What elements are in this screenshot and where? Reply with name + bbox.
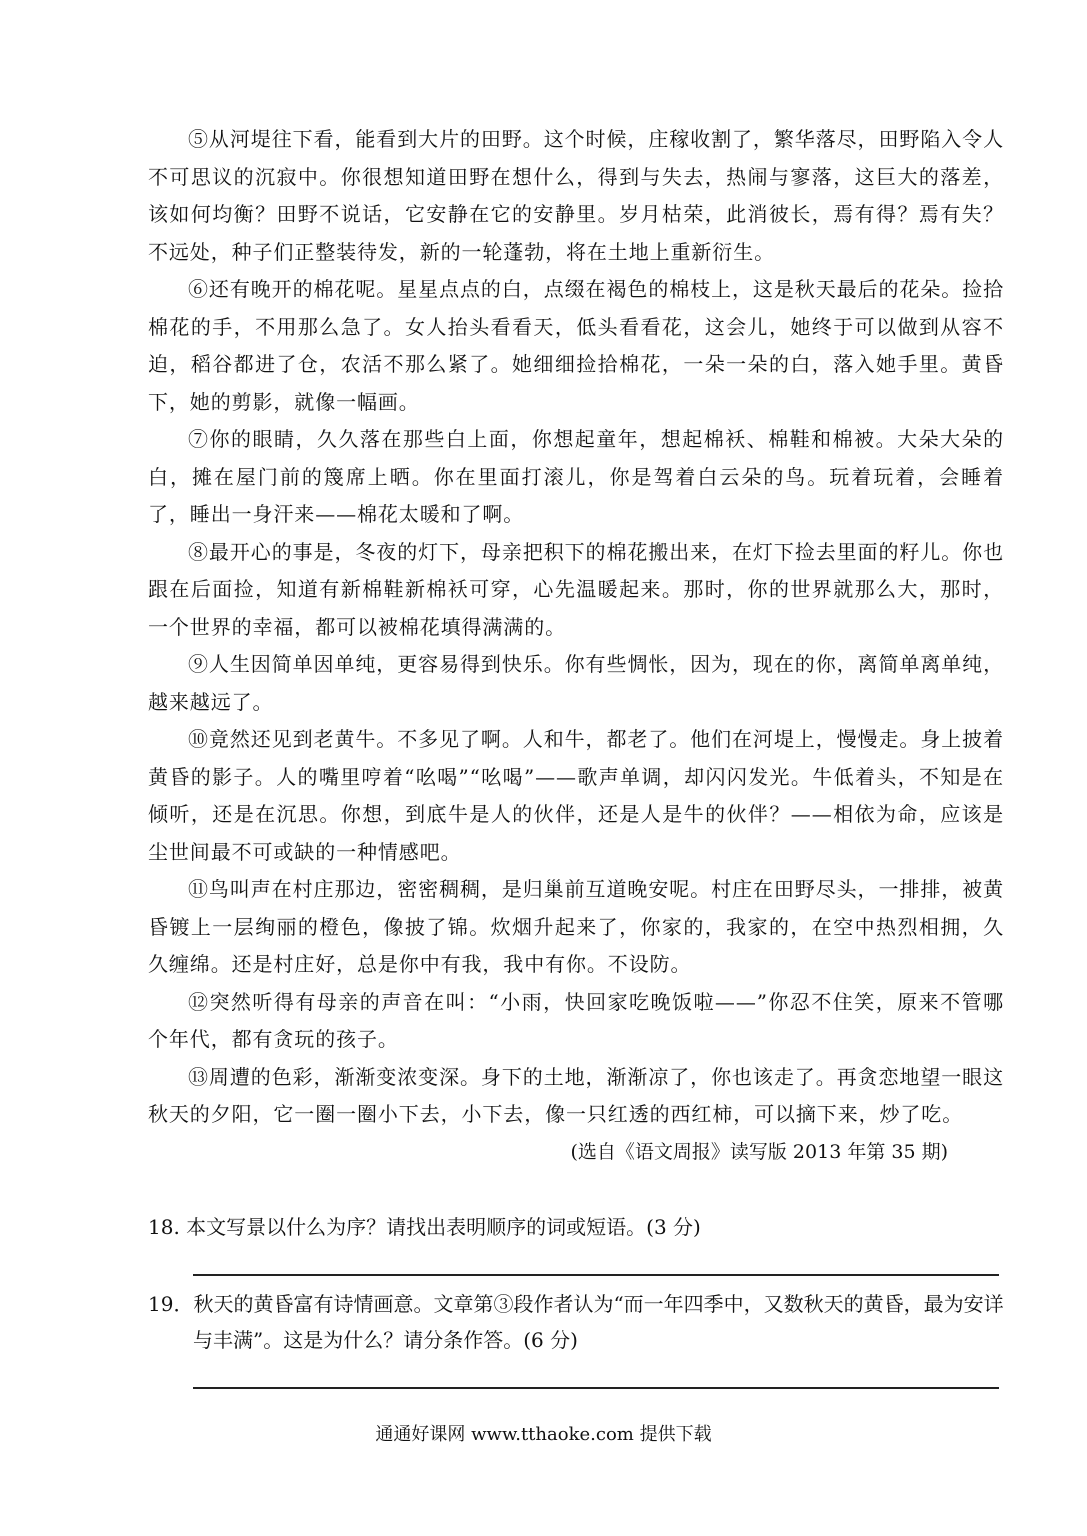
question-19: 19．秋天的黄昏富有诗情画意。文章第③段作者认为“而一年四季中，又数秋天的黄昏，最为安详与丰满”。这是为什么？请分条作答。(6 分) <box>148 1292 1004 1352</box>
paragraph-13: ⑬周遭的色彩，渐渐变浓变深。身下的土地，渐渐凉了，你也该走了。再贪恋地望一眼这秋天的夕阳，它一圈一圈小下去，小下去，像一只红透的西红柿，可以摘下来，炒了吃。 <box>148 1064 1004 1126</box>
answer-line-18 <box>193 1274 999 1276</box>
paragraph-5: ⑤从河堤往下看，能看到大片的田野。这个时候，庄稼收割了，繁华落尽，田野陷入令人不可思议的沉寂中。你很想知道田野在想什么，得到与失去，热闹与寥落，这巨大的落差，该如何均衡？田野不说话，它安静在它的安静里。岁月枯荣，此消彼长，焉有得？焉有失？不远处，种子们正整装待发，新的一轮蓬勃，将在土地上重新衍生。 <box>148 127 1004 264</box>
paragraph-8: ⑧最开心的事是，冬夜的灯下，母亲把积下的棉花搬出来，在灯下捡去里面的籽儿。你也跟在后面捡，知道有新棉鞋新棉袄可穿，心先温暖起来。那时，你的世界就那么大，那时，一个世界的幸福，都可以被棉花填得满满的。 <box>148 539 1004 639</box>
paragraph-7: ⑦你的眼睛，久久落在那些白上面，你想起童年，想起棉袄、棉鞋和棉被。大朵大朵的白，摊在屋门前的篾席上晒。你在里面打滚儿，你是驾着白云朵的鸟。玩着玩着，会睡着了，睡出一身汗来——棉花太暖和了啊。 <box>148 427 1004 526</box>
paragraph-6: ⑥还有晚开的棉花呢。星星点点的白，点缀在褐色的棉枝上，这是秋天最后的花朵。捡拾棉花的手，不用那么急了。女人抬头看看天，低头看看花，这会儿，她终于可以做到从容不迫，稻谷都进了仓，农活不那么紧了。她细细捡拾棉花，一朵一朵的白，落入她手里。黄昏下，她的剪影，就像一幅画。 <box>148 277 1004 414</box>
question-18: 18. 本文写景以什么为序？请找出表明顺序的词或短语。(3 分) <box>148 1215 701 1239</box>
paragraph-12: ⑫突然听得有母亲的声音在叫：“小雨，快回家吃晚饭啦——”你忍不住笑，原来不管哪个年代，都有贪玩的孩子。 <box>148 989 1004 1051</box>
source-citation: (选自《语文周报》读写版 2013 年第 35 期) <box>570 1140 948 1163</box>
article-body <box>148 121 1004 1352</box>
answer-line-19 <box>193 1387 999 1389</box>
paragraph-9: ⑨人生因简单因单纯，更容易得到快乐。你有些惆怅，因为，现在的你，离简单离单纯，越来越远了。 <box>148 652 1004 714</box>
download-footer: 通通好课网 www.tthaoke.com 提供下载 <box>375 1424 712 1445</box>
paragraph-11: ⑪鸟叫声在村庄那边，密密稠稠，是归巢前互道晚安呢。村庄在田野尽头，一排排，被黄昏镀上一层绚丽的橙色，像披了锦。炊烟升起来了，你家的，我家的，在空中热烈相拥，久久缠绵。还是村庄好，总是你中有我，我中有你。不设防。 <box>148 877 1004 976</box>
paragraph-10: ⑩竟然还见到老黄牛。不多见了啊。人和牛，都老了。他们在河堤上，慢慢走。身上披着黄昏的影子。人的嘴里哼着“吆喝”“吆喝”——歌声单调，却闪闪发光。牛低着头，不知是在倾听，还是在沉思。你想，到底牛是人的伙伴，还是人是牛的伙伴？——相依为命，应该是尘世间最不可或缺的一种情感吧。 <box>148 727 1004 864</box>
